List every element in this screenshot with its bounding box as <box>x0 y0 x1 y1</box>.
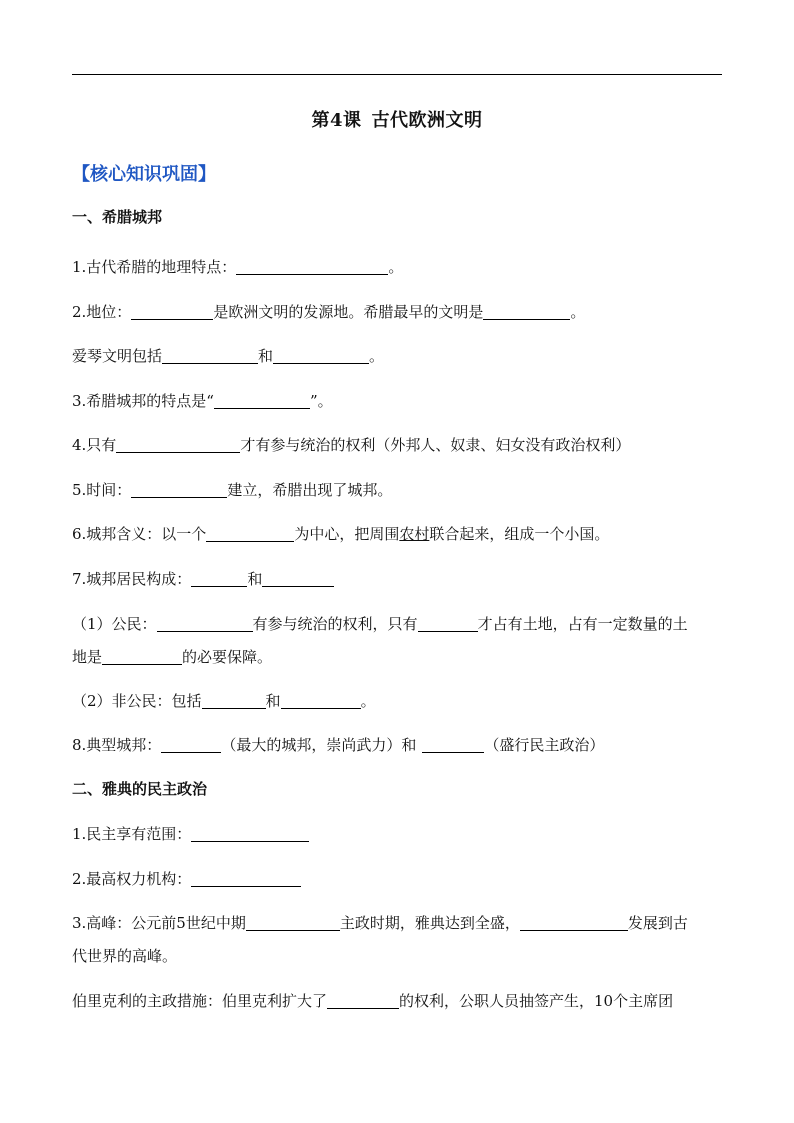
answer-blank[interactable] <box>102 648 182 665</box>
answer-blank[interactable] <box>262 570 334 587</box>
answer-blank[interactable] <box>236 258 388 275</box>
answer-blank[interactable] <box>327 992 399 1009</box>
question-2-continued: 爱琴文明包括 和 。 <box>72 347 385 365</box>
answer-blank[interactable] <box>214 392 310 409</box>
question-8: 8.典型城邦： （最大的城邦，崇尚武力）和 （盛行民主政治） <box>72 736 605 754</box>
answer-blank[interactable] <box>246 914 340 931</box>
answer-blank[interactable] <box>202 692 266 709</box>
question-2-1: 1.民主享有范围： <box>72 823 309 844</box>
answer-blank[interactable] <box>520 914 628 931</box>
question-2-2: 2.最高权力机构： <box>72 868 301 889</box>
question-4: 4.只有 才有参与统治的权利（外邦人、奴隶、妇女没有政治权利） <box>72 436 631 454</box>
answer-blank[interactable] <box>116 436 240 453</box>
question-2: 2.地位： 是欧洲文明的发源地。希腊最早的文明是 。 <box>72 303 586 321</box>
question-7-2: （2）非公民：包括 和 。 <box>72 692 376 710</box>
answer-blank[interactable] <box>483 303 570 320</box>
question-5: 5.时间： 建立，希腊出现了城邦。 <box>72 481 393 499</box>
answer-blank[interactable] <box>162 347 258 364</box>
question-7: 7.城邦居民构成： 和 <box>72 568 334 589</box>
answer-blank[interactable] <box>191 870 301 887</box>
answer-blank[interactable] <box>131 481 227 498</box>
answer-blank[interactable] <box>273 347 369 364</box>
section-heading-greek-city-states: 一、希腊城邦 <box>72 208 163 226</box>
answer-blank[interactable] <box>422 736 484 753</box>
question-2-3-continued: 代世界的高峰。 <box>72 947 178 965</box>
section-heading-athenian-democracy: 二、雅典的民主政治 <box>72 780 208 798</box>
question-7-1: （1）公民： 有参与统治的权利，只有 才占有土地，占有一定数量的土 <box>72 615 688 633</box>
question-7-1-continued: 地是 的必要保障。 <box>72 648 273 666</box>
lesson-name: 古代欧洲文明 <box>371 110 483 131</box>
header-rule <box>72 74 722 75</box>
lesson-number: 第4课 <box>311 110 362 131</box>
answer-blank[interactable] <box>418 615 478 632</box>
question-3: 3.希腊城邦的特点是“ ”。 <box>72 392 333 410</box>
core-knowledge-heading: 【核心知识巩固】 <box>72 164 216 185</box>
answer-blank[interactable] <box>281 692 361 709</box>
answer-blank[interactable] <box>206 525 294 542</box>
page-title <box>0 106 794 132</box>
question-1: 1.古代希腊的地理特点： 。 <box>72 258 404 276</box>
question-6: 6.城邦含义：以一个 为中心，把周围农村联合起来，组成一个小国。 <box>72 525 610 543</box>
answer-blank[interactable] <box>157 615 253 632</box>
answer-blank[interactable] <box>191 825 309 842</box>
question-2-4: 伯里克利的主政措施：伯里克利扩大了 的权利，公职人员抽签产生，10个主席团 <box>72 992 674 1010</box>
answer-blank[interactable] <box>191 570 247 587</box>
answer-blank[interactable] <box>161 736 221 753</box>
answer-blank[interactable] <box>131 303 213 320</box>
question-2-3: 3.高峰：公元前5世纪中期 主政时期，雅典达到全盛， 发展到古 <box>72 914 688 932</box>
